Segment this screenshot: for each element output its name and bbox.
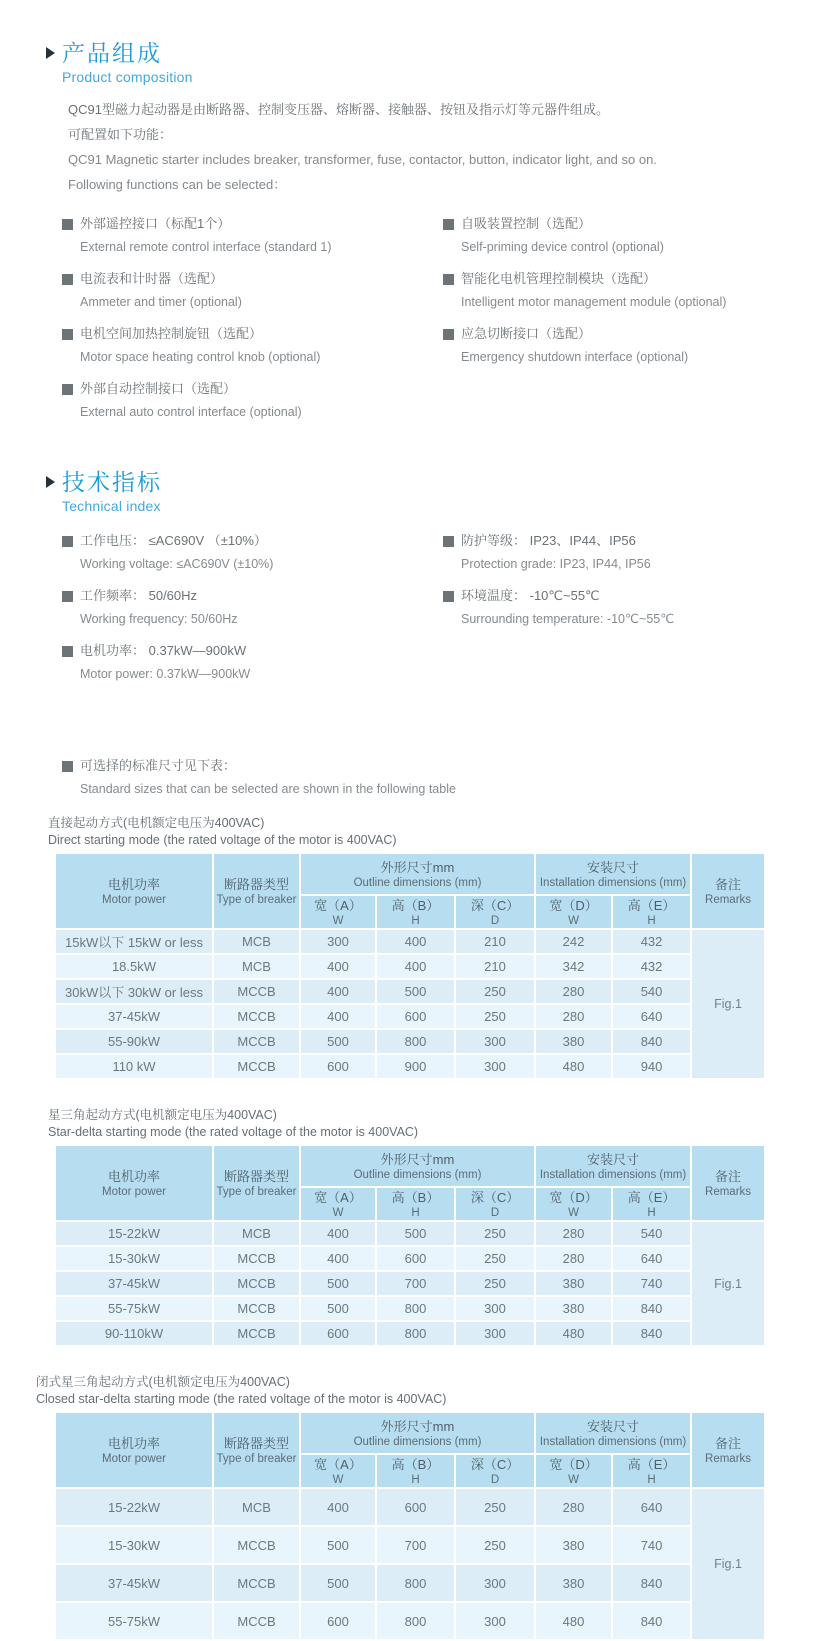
- table-cell: 380: [536, 1297, 613, 1322]
- table-cell: 300: [456, 1030, 536, 1055]
- list-item: [443, 323, 790, 369]
- section-technical-index: [44, 469, 790, 695]
- table-cell: MCCB: [214, 1030, 301, 1055]
- spec-column-left: [62, 530, 443, 695]
- item-label-zh: 电流表和计时器（选配）: [80, 271, 224, 286]
- table-cell: 600: [301, 1603, 377, 1641]
- table-cell: 380: [536, 1565, 613, 1603]
- table-cell: 210: [456, 955, 536, 980]
- item-label-zh: 环境温度： -10℃~55℃: [461, 588, 600, 603]
- table-caption-zh: 星三角起动方式(电机额定电压为400VAC): [48, 1108, 277, 1122]
- column-header: 电机功率 Motor power: [56, 854, 214, 930]
- table-cell: 250: [456, 1489, 536, 1527]
- column-header: 高（E） H: [613, 1188, 692, 1222]
- square-bullet-icon: [62, 591, 73, 602]
- list-item: [443, 268, 790, 314]
- table-cell: MCCB: [214, 1565, 301, 1603]
- table-cell: 280: [536, 1005, 613, 1030]
- table-caption-zh: 闭式星三角起动方式(电机额定电压为400VAC): [36, 1375, 290, 1389]
- table-caption-zh: 直接起动方式(电机额定电压为400VAC): [48, 816, 265, 830]
- table-cell: 400: [377, 955, 456, 980]
- square-bullet-icon: [62, 384, 73, 395]
- table-cell: 800: [377, 1297, 456, 1322]
- table-cell: 840: [613, 1322, 692, 1347]
- table-cell: 600: [377, 1489, 456, 1527]
- table-cell: 250: [456, 1005, 536, 1030]
- table-caption-en: Closed star-delta starting mode (the rated voltage of the motor is 400VAC): [36, 1392, 447, 1406]
- table-cell: 600: [301, 1055, 377, 1080]
- table-cell: 840: [613, 1565, 692, 1603]
- table-cell: MCB: [214, 1222, 301, 1247]
- table-cell: 400: [301, 1489, 377, 1527]
- table-row: [56, 1222, 766, 1247]
- table-row: [56, 930, 766, 955]
- table-cell: 280: [536, 1489, 613, 1527]
- item-label-zh: 外部遥控接口（标配1个）: [80, 216, 231, 231]
- table-cell: MCCB: [214, 980, 301, 1005]
- item-label-zh: 电机空间加热控制旋钮（选配）: [80, 326, 263, 341]
- table-cell: MCB: [214, 955, 301, 980]
- item-label-en: External auto control interface (optional): [80, 405, 302, 419]
- table-row: [56, 1247, 766, 1272]
- column-header: 高（B） H: [377, 896, 456, 930]
- table-cell: MCCB: [214, 1322, 301, 1347]
- column-header: 备注 Remarks: [692, 1413, 766, 1489]
- table-row: [56, 1565, 766, 1603]
- table-head: [56, 1413, 766, 1489]
- table-cell: 55-75kW: [56, 1603, 214, 1641]
- table-cell: 15-30kW: [56, 1527, 214, 1565]
- column-header: 宽（D） W: [536, 1455, 613, 1489]
- section-header: [46, 469, 790, 514]
- remark-cell: Fig.1: [692, 930, 766, 1080]
- table-cell: MCCB: [214, 1247, 301, 1272]
- list-item: [443, 530, 790, 576]
- item-label-zh: 智能化电机管理控制模块（选配）: [461, 271, 657, 286]
- square-bullet-icon: [443, 274, 454, 285]
- intro-zh-line2: 可配置如下功能：: [68, 127, 173, 142]
- size-table: [56, 854, 766, 1080]
- table-cell: 90-110kW: [56, 1322, 214, 1347]
- table-cell: 300: [456, 1603, 536, 1641]
- column-header: 深（C） D: [456, 896, 536, 930]
- table-cell: 300: [456, 1297, 536, 1322]
- table-cell: 840: [613, 1603, 692, 1641]
- item-label-zh: 防护等级： IP23、IP44、IP56: [461, 533, 636, 548]
- table-cell: 37-45kW: [56, 1005, 214, 1030]
- table-row: [56, 955, 766, 980]
- table-cell: 30kW以下 30kW or less: [56, 980, 214, 1005]
- item-label-zh: 电机功率： 0.37kW—900kW: [80, 643, 247, 658]
- table-cell: MCCB: [214, 1603, 301, 1641]
- table-cell: 700: [377, 1527, 456, 1565]
- table-caption-en: Direct starting mode (the rated voltage of the motor is 400VAC): [48, 833, 397, 847]
- list-item: [62, 378, 443, 424]
- list-item: [62, 640, 443, 686]
- table-cell: 400: [301, 1222, 377, 1247]
- spec-column-right: [443, 530, 790, 695]
- table-cell: MCCB: [214, 1527, 301, 1565]
- table-cell: 380: [536, 1527, 613, 1565]
- list-item: [443, 585, 790, 631]
- table-cell: 640: [613, 1005, 692, 1030]
- table-cell: 400: [301, 980, 377, 1005]
- table-cell: 480: [536, 1055, 613, 1080]
- table-cell: 400: [301, 955, 377, 980]
- table-cell: 640: [613, 1247, 692, 1272]
- table-cell: 380: [536, 1272, 613, 1297]
- table-star-delta: [44, 1107, 790, 1347]
- column-header: 安装尺寸 Installation dimensions (mm): [536, 1146, 692, 1188]
- header-row: [56, 1146, 766, 1188]
- table-cell: 480: [536, 1603, 613, 1641]
- table-cell: 500: [377, 980, 456, 1005]
- square-bullet-icon: [62, 219, 73, 230]
- table-direct-starting: [44, 815, 790, 1080]
- intro-en-line1: QC91 Magnetic starter includes breaker, transformer, fuse, contactor, button, indicator light, and so on.: [68, 152, 657, 167]
- square-bullet-icon: [62, 646, 73, 657]
- table-cell: 540: [613, 1222, 692, 1247]
- column-header: 电机功率 Motor power: [56, 1146, 214, 1222]
- table-cell: 400: [301, 1005, 377, 1030]
- table-cell: 400: [301, 1247, 377, 1272]
- table-cell: 800: [377, 1030, 456, 1055]
- table-cell: 15-22kW: [56, 1489, 214, 1527]
- table-cell: 740: [613, 1272, 692, 1297]
- table-cell: 380: [536, 1030, 613, 1055]
- table-cell: 250: [456, 1527, 536, 1565]
- table-row: [56, 1527, 766, 1565]
- table-cell: 242: [536, 930, 613, 955]
- table-row: [56, 1030, 766, 1055]
- column-header: 断路器类型 Type of breaker: [214, 1146, 301, 1222]
- item-label-zh: 应急切断接口（选配）: [461, 326, 592, 341]
- table-cell: 250: [456, 1222, 536, 1247]
- table-cell: 840: [613, 1297, 692, 1322]
- table-cell: MCCB: [214, 1005, 301, 1030]
- item-label-zh: 工作频率： 50/60Hz: [80, 588, 198, 603]
- table-row: [56, 1603, 766, 1641]
- column-header: 备注 Remarks: [692, 1146, 766, 1222]
- table-row: [56, 1322, 766, 1347]
- table-cell: 500: [301, 1030, 377, 1055]
- table-cell: 280: [536, 1247, 613, 1272]
- table-cell: 55-90kW: [56, 1030, 214, 1055]
- table-cell: 600: [377, 1247, 456, 1272]
- table-cell: 18.5kW: [56, 955, 214, 980]
- table-cell: 940: [613, 1055, 692, 1080]
- table-body: [56, 1489, 766, 1641]
- table-row: [56, 1297, 766, 1322]
- item-label-en: Emergency shutdown interface (optional): [461, 350, 689, 364]
- column-header: 外形尺寸mm Outline dimensions (mm): [301, 1413, 536, 1455]
- section-title-en: Product composition: [62, 69, 193, 85]
- square-bullet-icon: [62, 274, 73, 285]
- column-header: 宽（D） W: [536, 1188, 613, 1222]
- table-cell: 37-45kW: [56, 1565, 214, 1603]
- table-cell: 500: [377, 1222, 456, 1247]
- table-closed-star-delta: [36, 1374, 790, 1641]
- table-cell: 250: [456, 1272, 536, 1297]
- standard-sizes-note: [62, 755, 790, 801]
- column-header: 宽（A） W: [301, 1455, 377, 1489]
- table-cell: MCCB: [214, 1297, 301, 1322]
- table-row: [56, 1272, 766, 1297]
- spec-columns: [44, 530, 790, 695]
- table-cell: 250: [456, 1247, 536, 1272]
- list-item: [62, 268, 443, 314]
- column-header: 备注 Remarks: [692, 854, 766, 930]
- table-caption-en: Star-delta starting mode (the rated voltage of the motor is 400VAC): [48, 1125, 419, 1139]
- sizes-note-zh: 可选择的标准尺寸见下表：: [80, 758, 237, 773]
- item-label-en: External remote control interface (standard 1): [80, 240, 332, 254]
- header-row: [56, 1413, 766, 1455]
- table-cell: 15kW以下 15kW or less: [56, 930, 214, 955]
- table-cell: MCCB: [214, 1055, 301, 1080]
- column-header: 高（B） H: [377, 1455, 456, 1489]
- column-header: 宽（A） W: [301, 1188, 377, 1222]
- table-cell: MCB: [214, 1489, 301, 1527]
- square-bullet-icon: [443, 536, 454, 547]
- column-header: 高（E） H: [613, 896, 692, 930]
- column-header: 安装尺寸 Installation dimensions (mm): [536, 1413, 692, 1455]
- table-cell: 800: [377, 1565, 456, 1603]
- sizes-note-en: Standard sizes that can be selected are shown in the following table: [80, 782, 456, 796]
- column-header: 深（C） D: [456, 1188, 536, 1222]
- table-cell: 400: [377, 930, 456, 955]
- table-cell: 210: [456, 930, 536, 955]
- table-cell: 280: [536, 980, 613, 1005]
- intro-zh-line1: QC91型磁力起动器是由断路器、控制变压器、熔断器、接触器、按钮及指示灯等元器件组成。: [68, 102, 609, 117]
- table-row: [56, 1489, 766, 1527]
- table-cell: 800: [377, 1603, 456, 1641]
- column-header: 安装尺寸 Installation dimensions (mm): [536, 854, 692, 896]
- table-cell: 300: [456, 1055, 536, 1080]
- triangle-marker-icon: [46, 476, 55, 488]
- table-cell: 540: [613, 980, 692, 1005]
- column-header: 深（C） D: [456, 1455, 536, 1489]
- item-label-en: Surrounding temperature: -10℃~55℃: [461, 612, 675, 626]
- table-cell: 300: [301, 930, 377, 955]
- item-label-en: Motor power: 0.37kW—900kW: [80, 667, 251, 681]
- intro-paragraphs: [68, 97, 790, 197]
- table-cell: 280: [536, 1222, 613, 1247]
- table-cell: 640: [613, 1489, 692, 1527]
- item-label-zh: 自吸装置控制（选配）: [461, 216, 592, 231]
- column-header: 外形尺寸mm Outline dimensions (mm): [301, 854, 536, 896]
- list-item: [443, 213, 790, 259]
- remark-cell: Fig.1: [692, 1222, 766, 1347]
- table-cell: 342: [536, 955, 613, 980]
- table-body: [56, 930, 766, 1080]
- item-label-en: Intelligent motor management module (optional): [461, 295, 727, 309]
- table-cell: 15-22kW: [56, 1222, 214, 1247]
- feature-columns: [44, 213, 790, 433]
- table-cell: MCB: [214, 930, 301, 955]
- column-header: 断路器类型 Type of breaker: [214, 854, 301, 930]
- size-table: [56, 1146, 766, 1347]
- table-cell: 250: [456, 980, 536, 1005]
- column-header: 宽（D） W: [536, 896, 613, 930]
- remark-cell: Fig.1: [692, 1489, 766, 1641]
- item-label-zh: 外部自动控制接口（选配）: [80, 381, 237, 396]
- table-cell: 480: [536, 1322, 613, 1347]
- item-label-en: Protection grade: IP23, IP44, IP56: [461, 557, 651, 571]
- list-item: [62, 530, 443, 576]
- section-header: [46, 40, 790, 85]
- table-cell: 500: [301, 1527, 377, 1565]
- table-cell: 300: [456, 1565, 536, 1603]
- table-row: [56, 1005, 766, 1030]
- table-cell: 55-75kW: [56, 1297, 214, 1322]
- list-item: [62, 213, 443, 259]
- intro-en-line2: Following functions can be selected：: [68, 177, 287, 192]
- table-cell: 500: [301, 1297, 377, 1322]
- table-cell: 15-30kW: [56, 1247, 214, 1272]
- size-table: [56, 1413, 766, 1641]
- table-cell: 37-45kW: [56, 1272, 214, 1297]
- table-cell: 900: [377, 1055, 456, 1080]
- table-cell: 500: [301, 1565, 377, 1603]
- section-title-zh: 技术指标: [62, 469, 162, 495]
- item-label-zh: 工作电压： ≤AC690V （±10%）: [80, 533, 267, 548]
- feature-column-right: [443, 213, 790, 433]
- square-bullet-icon: [62, 329, 73, 340]
- table-cell: 432: [613, 955, 692, 980]
- table-row: [56, 1055, 766, 1080]
- table-cell: 432: [613, 930, 692, 955]
- square-bullet-icon: [443, 329, 454, 340]
- column-header: 高（B） H: [377, 1188, 456, 1222]
- section-product-composition: [44, 40, 790, 433]
- table-cell: 300: [456, 1322, 536, 1347]
- table-cell: 600: [377, 1005, 456, 1030]
- square-bullet-icon: [443, 219, 454, 230]
- column-header: 断路器类型 Type of breaker: [214, 1413, 301, 1489]
- list-item: [62, 323, 443, 369]
- column-header: 电机功率 Motor power: [56, 1413, 214, 1489]
- table-cell: 600: [301, 1322, 377, 1347]
- item-label-en: Ammeter and timer (optional): [80, 295, 242, 309]
- table-head: [56, 1146, 766, 1222]
- square-bullet-icon: [62, 536, 73, 547]
- item-label-en: Working frequency: 50/60Hz: [80, 612, 238, 626]
- table-cell: MCCB: [214, 1272, 301, 1297]
- table-cell: 500: [301, 1272, 377, 1297]
- table-cell: 740: [613, 1527, 692, 1565]
- table-cell: 800: [377, 1322, 456, 1347]
- column-header: 高（E） H: [613, 1455, 692, 1489]
- table-head: [56, 854, 766, 930]
- table-row: [56, 980, 766, 1005]
- table-cell: 840: [613, 1030, 692, 1055]
- item-label-en: Self-priming device control (optional): [461, 240, 664, 254]
- table-body: [56, 1222, 766, 1347]
- list-item: [62, 585, 443, 631]
- header-row: [56, 854, 766, 896]
- square-bullet-icon: [443, 591, 454, 602]
- item-label-en: Working voltage: ≤AC690V (±10%): [80, 557, 274, 571]
- section-title-zh: 产品组成: [62, 40, 162, 66]
- feature-column-left: [62, 213, 443, 433]
- table-cell: 110 kW: [56, 1055, 214, 1080]
- section-title-en: Technical index: [62, 498, 161, 514]
- column-header: 宽（A） W: [301, 896, 377, 930]
- square-bullet-icon: [62, 761, 73, 772]
- item-label-en: Motor space heating control knob (optional): [80, 350, 321, 364]
- column-header: 外形尺寸mm Outline dimensions (mm): [301, 1146, 536, 1188]
- table-cell: 700: [377, 1272, 456, 1297]
- triangle-marker-icon: [46, 47, 55, 59]
